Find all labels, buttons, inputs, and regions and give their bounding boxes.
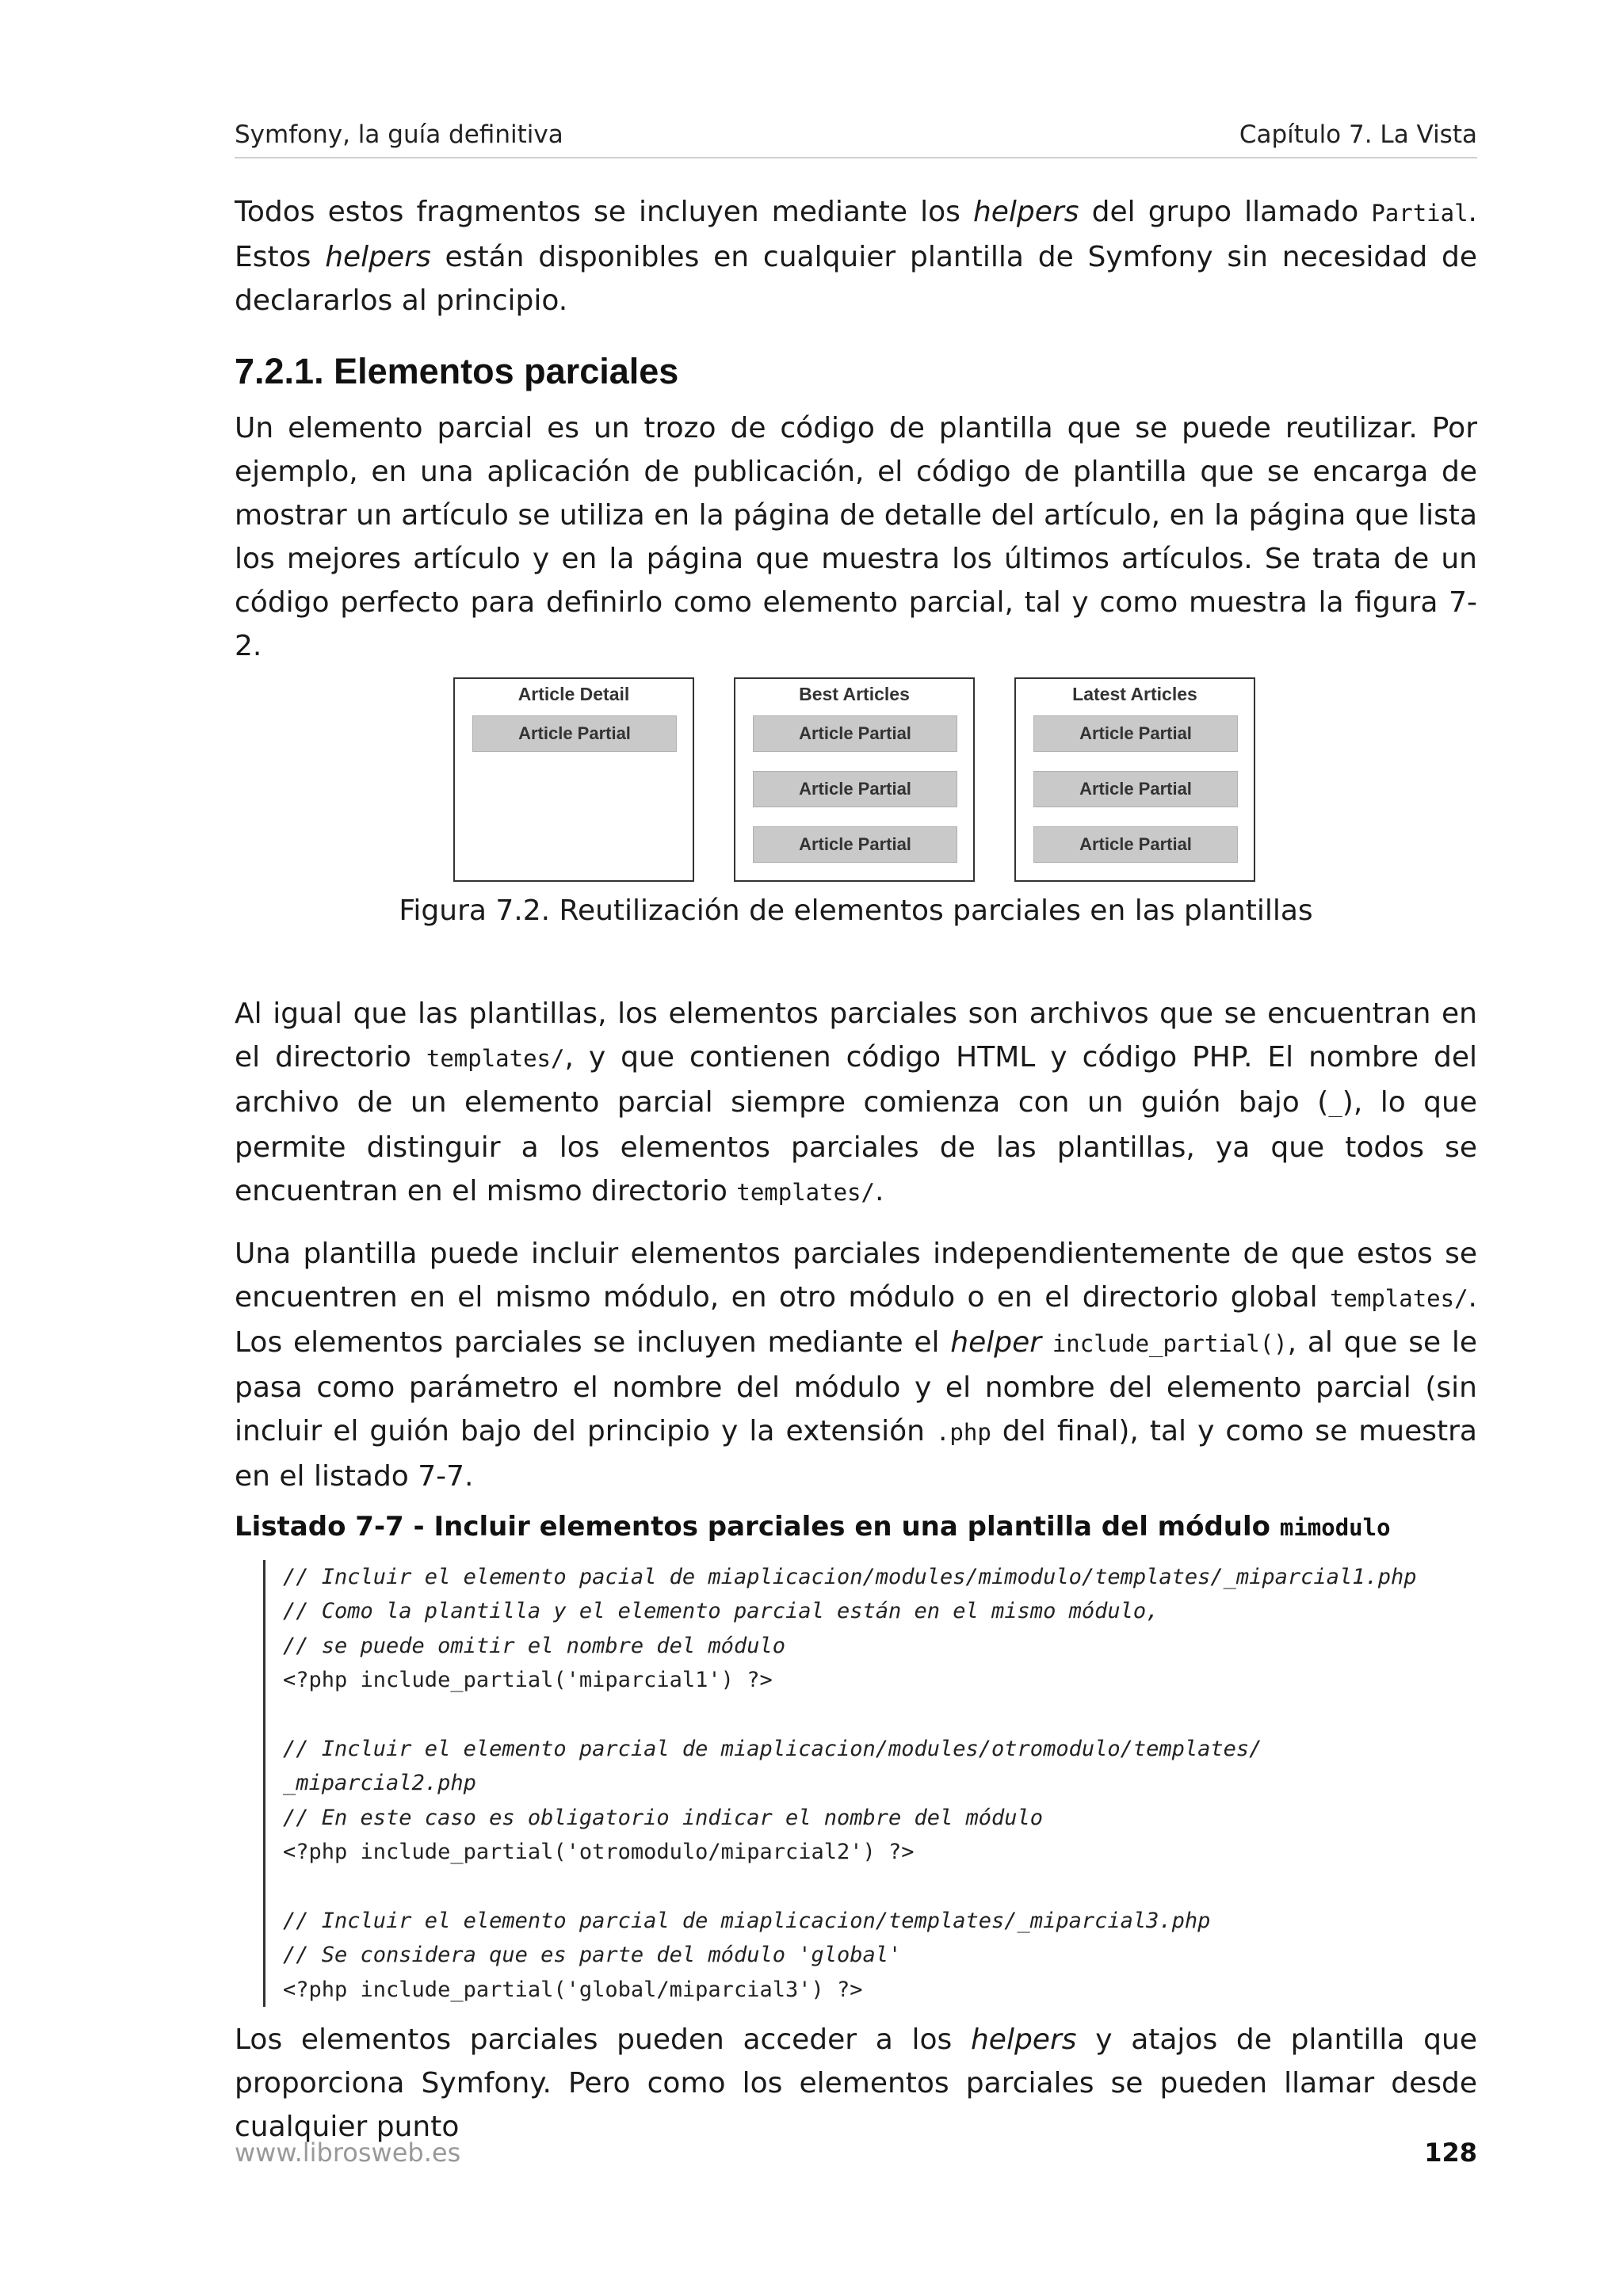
code-line: // Incluir el elemento parcial de miaplicacion/templates/_miparcial3.php	[283, 1909, 1211, 1934]
chapter-title: Capítulo 7. La Vista	[1239, 120, 1477, 149]
code-line: // Se considera que es parte del módulo 'global'	[283, 1943, 902, 1968]
code-line: <?php include_partial('global/miparcial3') ?>	[283, 1977, 863, 2002]
listing-title: Listado 7-7 - Incluir elementos parciales en una plantilla del módulo mimodulo	[235, 1511, 1391, 1543]
article-partial-block: Article Partial	[1033, 826, 1238, 863]
article-partial-block: Article Partial	[753, 715, 957, 752]
include-partial-paragraph: Una plantilla puede incluir elementos parciales independientemente de que estos se encuentren en el mismo módulo, en otro módulo o en el directorio global templates/. Los elementos parciales se incluyen mediante el helper include_partial(), al que se le pasa como parámetro el nombre del módulo y el nombre del elemento parcial (sin incluir el guión bajo del principio y la extensión .php del final), tal y como se muestra en el listado 7-7.	[235, 1238, 1477, 1493]
page-header	[235, 119, 1477, 158]
helpers-paragraph: Los elementos parciales pueden acceder a los helpers y atajos de plantilla que proporciona Symfony. Pero como los elementos parciales se pueden llamar desde cualquier punto	[235, 2023, 1477, 2144]
code-line	[283, 1870, 1477, 1904]
code-line	[283, 1698, 1477, 1732]
best-articles-box: Best Articles Article Partial Article Partial Article Partial	[734, 677, 975, 882]
page-number: 128	[1424, 2138, 1477, 2168]
code-line: <?php include_partial('otromodulo/miparcial2') ?>	[283, 1840, 915, 1865]
footer-url: www.librosweb.es	[235, 2138, 461, 2168]
code-line: // se puede omitir el nombre del módulo	[283, 1633, 785, 1658]
code-line: // Incluir el elemento pacial de miaplicacion/modules/mimodulo/templates/_miparcial1.php	[283, 1565, 1417, 1589]
page-content	[235, 190, 1477, 2149]
figure-diagram	[453, 677, 1258, 902]
templates-paragraph: Al igual que las plantillas, los elementos parciales son archivos que se encuentran en el directorio templates/, y que contienen código HTML y código PHP. El nombre del archivo de un elemento parcial siempre comienza con un guión bajo (_), lo que permite distinguir a los elementos parciales de las plantillas, ya que todos se encuentran en el mismo directorio templates/.	[235, 997, 1477, 1207]
article-partial-block: Article Partial	[472, 715, 677, 752]
article-detail-box: Article Detail Article Partial	[453, 677, 694, 882]
figure-caption: Figura 7.2. Reutilización de elementos parciales en las plantillas	[399, 894, 1313, 927]
section-paragraph: Un elemento parcial es un trozo de código de plantilla que se puede reutilizar. Por ejemplo, en una aplicación de publicación, el código de plantilla que se encarga de mostrar un artículo se utiliza en la página de detalle del artículo, en la página que lista los mejores artículo y en la página que muestra los últimos artículos. Se trata de un código perfecto para definirlo como elemento parcial, tal y como muestra la figura 7-2.	[235, 412, 1477, 662]
article-partial-block: Article Partial	[753, 771, 957, 807]
article-partial-block: Article Partial	[753, 826, 957, 863]
code-line: // En este caso es obligatorio indicar el nombre del módulo	[283, 1805, 1044, 1830]
section-heading: 7.2.1. Elementos parciales	[235, 351, 679, 391]
intro-paragraph: Todos estos fragmentos se incluyen mediante los helpers del grupo llamado Partial. Estos helpers están disponibles en cualquier plantilla de Symfony sin necesidad de declararlos al principio.	[235, 196, 1478, 317]
code-line: // Incluir el elemento parcial de miaplicacion/modules/otromodulo/templates/	[283, 1737, 1262, 1762]
book-title: Symfony, la guía definitiva	[235, 120, 563, 149]
latest-articles-box: Latest Articles Article Partial Article Partial Article Partial	[1014, 677, 1255, 882]
figure-7-2	[235, 677, 1477, 927]
code-line: _miparcial2.php	[283, 1771, 476, 1796]
code-line: // Como la plantilla y el elemento parcial están en el mismo módulo,	[283, 1599, 1159, 1624]
article-partial-block: Article Partial	[1033, 715, 1238, 752]
code-listing	[263, 1560, 1477, 2007]
code-line: <?php include_partial('miparcial1') ?>	[283, 1668, 773, 1693]
article-partial-block: Article Partial	[1033, 771, 1238, 807]
